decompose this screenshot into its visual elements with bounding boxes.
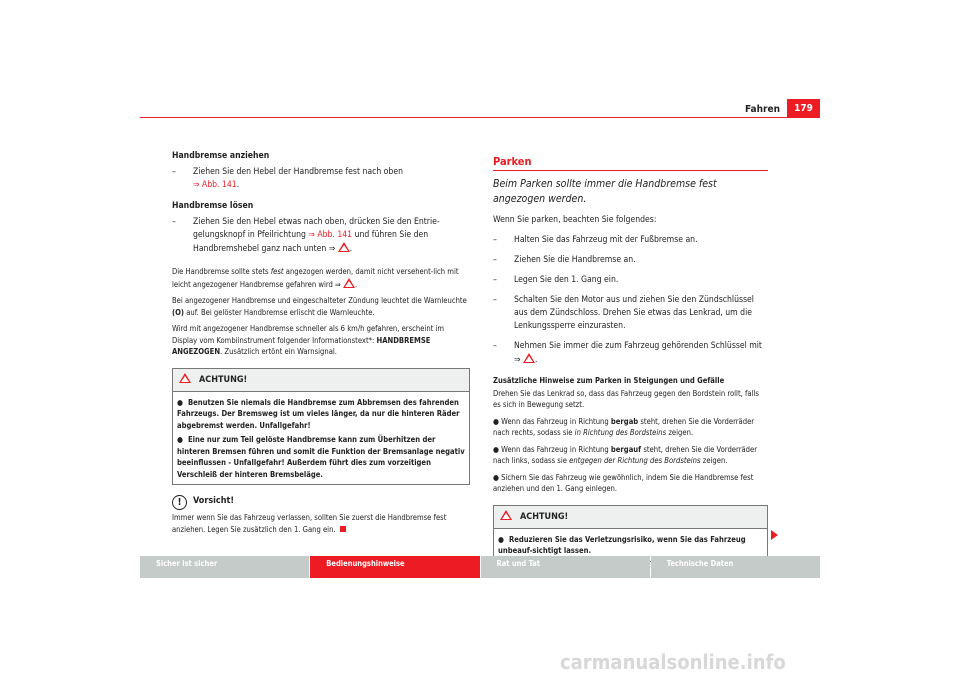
text: Bei angezogener Handbremse und eingeschalteter Zündung leuchtet die Warnleuchte (172, 296, 467, 305)
end-marker-icon (340, 526, 346, 532)
brake-warning-lamp-icon: (O) (172, 307, 185, 317)
step: – Ziehen Sie die Handbremse an. (493, 254, 768, 267)
warning-box (493, 505, 768, 562)
warning-title: ACHTUNG! (520, 511, 569, 522)
text: fest (270, 267, 284, 276)
text: Benutzen Sie niemals die Handbremse zum Abbremsen des fahrenden Fahrzeugs. Der Bremsweg ist um vieles länger, da nur die hinteren Räder abgebremst werden. Unfallgefahr! (177, 397, 460, 430)
step: – Nehmen Sie immer die zum Fahrzeug gehörenden Schlüssel mit ⇒ . (493, 340, 768, 367)
step-release: – Ziehen Sie den Hebel etwas nach oben, drücken Sie den Entrie-gelungsknopf in Pfeilrichtung ⇒ Abb. 141 und führen Sie den Handbremshebel ganz nach unten ⇒ . (172, 216, 470, 256)
warning-icon (500, 510, 512, 520)
watermark: carmanualsonline.info (560, 650, 786, 674)
warning-icon[interactable] (523, 353, 535, 363)
text: Nehmen Sie immer die zum Fahrzeug gehörenden Schlüssel mit ⇒ (514, 341, 762, 365)
paragraph (172, 323, 470, 358)
caution-icon: ! (172, 495, 187, 510)
text: bergauf (610, 444, 642, 454)
text: angezogen werden, damit nicht versehent-lich mit leicht angezogener Handbremse gefahren wird ⇒ (172, 267, 459, 289)
bullet: ● Wenn das Fahrzeug in Richtung bergauf steht, drehen Sie die Vorderräder nach links, sodass sie entgegen der Richtung des Bordsteins zeigen. (493, 444, 758, 465)
bullet: ● Wenn das Fahrzeug in Richtung bergab steht, drehen Sie die Vorderräder nach rechts, sodass sie in Richtung des Bordsteins zeigen. (493, 416, 755, 437)
lead-text: Beim Parken sollte immer die Handbremse fest angezogen werden. (493, 178, 717, 205)
tab-bedienungshinweise[interactable]: Bedienungshinweise (310, 556, 479, 578)
text: Reduzieren Sie das Verletzungsrisiko, wenn Sie das Fahrzeug unbeauf-sichtigt lassen. (498, 534, 746, 555)
warning-icon[interactable] (338, 242, 350, 252)
sub-heading: Zusätzliche Hinweise zum Parken in Steigungen und Gefälle (493, 376, 725, 385)
paragraph: Drehen Sie das Lenkrad so, dass das Fahrzeug gegen den Bordstein rollt, falls es sich in Bewegung setzt. (493, 388, 759, 409)
section-title: Parken (493, 155, 768, 171)
text: Wenn das Fahrzeug in Richtung (501, 416, 609, 426)
tab-technische-daten[interactable]: Technische Daten (651, 556, 820, 578)
text: steht, drehen Sie die Vorderräder nach links, sodass sie (493, 444, 758, 465)
step-text: Ziehen Sie den Hebel der Handbremse fest nach oben (193, 167, 403, 177)
text: in Richtung des Bordsteins (574, 428, 667, 437)
text: zeigen. (702, 456, 728, 465)
text: auf. Bei gelöster Handbremse erlischt die Warnleuchte. (186, 307, 375, 317)
step-text: Ziehen Sie den Hebel etwas nach oben, drücken Sie den Entrie-gelungsknopf in Pfeilrichtung (193, 217, 440, 240)
bullet: ● Sichern Sie das Fahrzeug wie gewöhnlich, indem Sie die Handbremse fest anziehen und den 1. Gang einlegen. (493, 472, 754, 493)
figure-link[interactable]: ⇒ Abb. 141 (308, 230, 353, 240)
next-page-arrow-icon[interactable] (771, 530, 778, 540)
intro: Wenn Sie parken, beachten Sie folgendes: (493, 215, 657, 225)
warning-item: ● Benutzen Sie niemals die Handbremse zum Abbremsen des fahrenden Fahrzeugs. Der Bremsweg ist um vieles länger, da nur die hinteren Räder abgebremst werden. Unfallgefahr! (177, 397, 460, 430)
step: – Schalten Sie den Motor aus und ziehen Sie den Zündschlüssel aus dem Zündschloss. Drehen Sie etwas das Lenkrad, um die Lenkungssperre einzurasten. (493, 294, 768, 333)
warning-icon[interactable] (343, 278, 355, 288)
tab-rat-und-tat[interactable]: Rat und Tat (481, 556, 650, 578)
paragraph: Die Handbremse sollte stets fest angezogen werden, damit nicht versehent-lich mit leicht angezogener Handbremse gefahren wird ⇒ . (172, 267, 459, 289)
caution-title: Vorsicht! (193, 496, 235, 506)
text: Die Handbremse sollte stets (172, 267, 269, 276)
step: – Halten Sie das Fahrzeug mit der Fußbremse an. (493, 234, 768, 247)
warning-title: ACHTUNG! (199, 374, 248, 385)
text: Wenn das Fahrzeug in Richtung (501, 444, 609, 454)
step: – Legen Sie den 1. Gang ein. (493, 274, 768, 287)
step-apply: – Ziehen Sie den Hebel der Handbremse fest nach oben ⇒ Abb. 141. (172, 166, 470, 192)
heading-release: Handbremse lösen (172, 201, 254, 211)
warning-header (173, 369, 469, 392)
paragraph (172, 295, 470, 318)
text: entgegen der Richtung des Bordsteins (569, 456, 701, 465)
text: bergab (610, 416, 639, 426)
warning-box (172, 368, 470, 486)
warning-header (494, 506, 767, 529)
figure-link[interactable]: ⇒ Abb. 141 (193, 180, 237, 190)
step-text: und führen Sie den Handbremshebel ganz nach unten ⇒ (193, 230, 429, 254)
caution-text (172, 512, 470, 535)
text: Wird mit angezogener Handbremse schneller als 6 km/h gefahren, erscheint im Display vom Kombiinstrument folgender Informationstext*: (172, 324, 445, 345)
text: . Zusätzlich ertönt ein Warnsignal. (220, 347, 337, 356)
tab-sicher-ist-sicher[interactable]: Sicher ist sicher (140, 556, 309, 578)
caution-header (172, 495, 470, 510)
warning-icon (179, 373, 191, 383)
text: HANDBREMSE ANGEZOGEN (172, 335, 431, 356)
warning-item: ● Eine nur zum Teil gelöste Handbremse kann zum Überhitzen der hinteren Bremsen führen und somit die Funktion der Bremsanlage negativ beeinflussen - Unfallgefahr! Außerdem führt dies zum vorzeitigen Verschleiß der hinteren Bremsbeläge. (177, 435, 465, 479)
text: Sichern Sie das Fahrzeug wie gewöhnlich, indem Sie die Handbremse fest anziehen und den 1. Gang einlegen. (493, 472, 754, 493)
page-number: 179 (787, 99, 820, 118)
footer-nav (140, 556, 820, 578)
text: Immer wenn Sie das Fahrzeug verlassen, sollten Sie zuerst die Handbremse fest anziehen. Legen Sie zusätzlich den 1. Gang ein. (172, 513, 447, 534)
right-column (493, 155, 768, 562)
chapter-title: Fahren (745, 104, 780, 115)
text: zeigen. (668, 428, 694, 437)
text: Eine nur zum Teil gelöste Handbremse kann zum Überhitzen der hinteren Bremsen führen und somit die Funktion der Bremsanlage negativ beeinflussen - Unfallgefahr! Außerdem führt dies zum vorzeitigen Verschleiß der hinteren Bremsbeläge. (177, 435, 465, 479)
warning-item: ● Reduzieren Sie das Verletzungsrisiko, wenn Sie das Fahrzeug unbeauf-sichtigt lassen. (498, 534, 746, 555)
heading-apply: Handbremse anziehen (172, 151, 270, 161)
text: steht, drehen Sie die Vorderräder nach rechts, sodass sie (493, 416, 755, 437)
left-column (172, 150, 470, 535)
header-rule (140, 117, 820, 118)
